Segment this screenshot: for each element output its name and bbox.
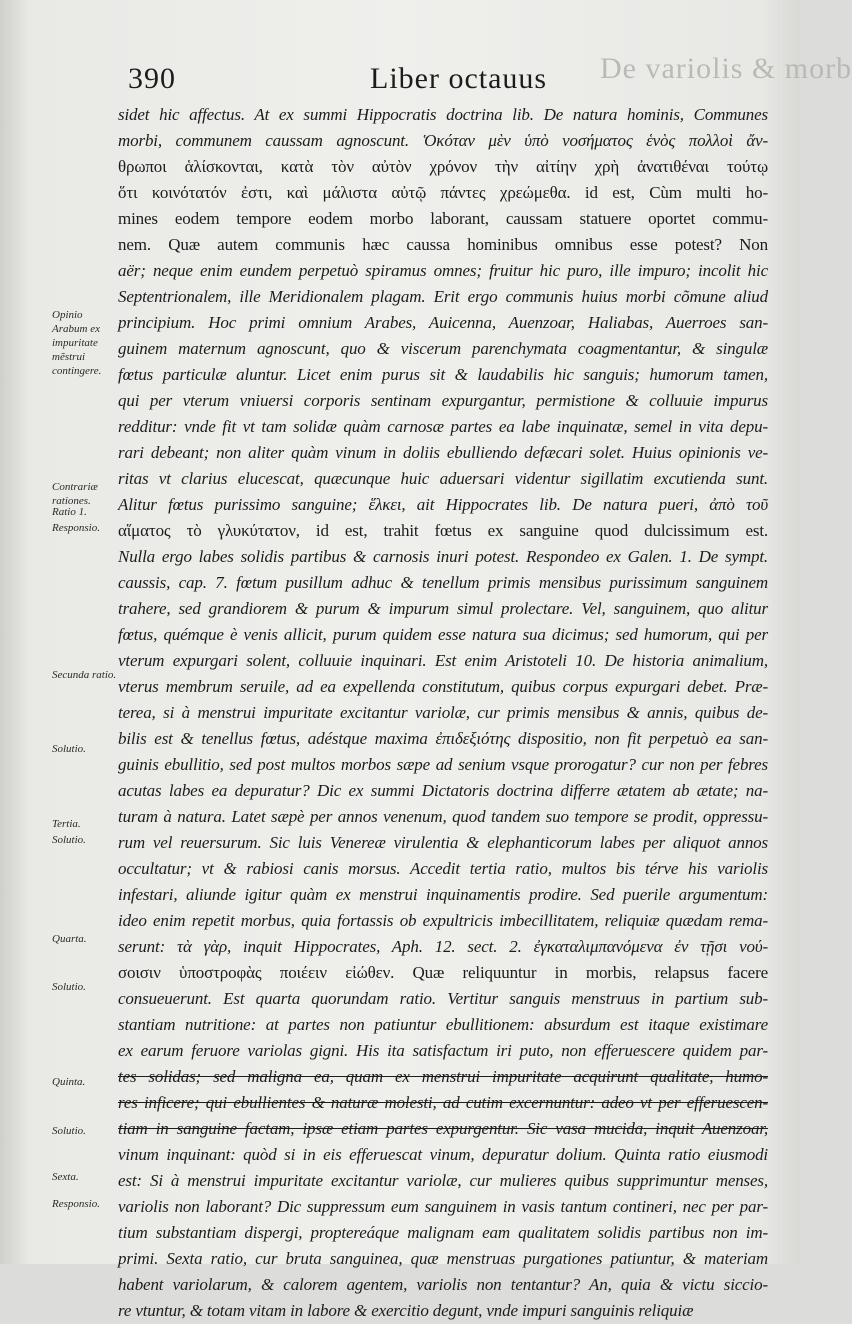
text-line: fœtus, quémque è venis allicit, purum quidem esse natura sua dicimus; sed humorum, qui per	[118, 625, 768, 644]
text-line: aër; neque enim eundem perpetuò spiramus omnes; fruitur hic puro, ille impuro; incolit hic	[118, 261, 768, 280]
margin-note: Responsio.	[52, 1198, 100, 1210]
text-line: turam à natura. Latet sæpè per annos venenum, quod tandem suo tempore se prodit, oppressu-	[118, 807, 768, 826]
text-line: morbi, communem caussam agnoscunt. Ὁκόταν μὲν ὑπὸ νοσήματος ἑνὸς πολλοὶ ἄν-	[118, 131, 768, 150]
margin-note: Solutio.	[52, 743, 86, 755]
margin-note: Responsio.	[52, 522, 100, 534]
text-line: habent variolarum, & calorem agentem, variolis non tentantur? An, quia & victu siccio-	[118, 1275, 768, 1294]
bleed-through-text: De variolis & morb	[600, 52, 852, 85]
text-line: acutas labes ea depuratur? Dic ex summi Dictatoris doctrina differre ætatem ab ætate; na-	[118, 781, 768, 800]
text-line: Alitur fœtus purissimo sanguine; ἕλκει, ait Hippocrates lib. De natura pueri, ἀπὸ τοῦ	[118, 495, 768, 514]
running-title: Liber octauus	[370, 62, 548, 95]
text-line: qui per vterum vniuersi corporis sentinam expurgantur, permistione & colluuie impurus	[118, 391, 768, 410]
margin-note: Solutio.	[52, 834, 86, 846]
text-line: mines eodem tempore eodem morbo laborant, caussam statuere oportet commu-	[118, 209, 768, 228]
text-line: primi. Sexta ratio, cur bruta sanguinea, quæ menstruas purgationes patiuntur, & materiam	[118, 1249, 768, 1268]
text-line: σοισιν ὑποστροφὰς ποιέειν εἰώθεν. Quæ reliquuntur in morbis, relapsus facere	[118, 963, 768, 982]
text-line: trahere, sed grandiorem & purum & impurum simul prolectare. Vel, sanguinem, quo alitur	[118, 599, 768, 618]
margin-note: Tertia.	[52, 818, 81, 830]
text-line: ὅτι κοινότατόν ἐστι, καὶ μάλιστα αὐτῷ πάντες χρεώμεθα. id est, Cùm multi ho-	[118, 183, 768, 202]
text-line: rum vel reuersurum. Sic luis Venereæ virulentia & elephanticorum labes per aliquot annos	[118, 833, 768, 852]
text-line: θρωποι ἁλίσκονται, κατὰ τὸν αὐτὸν χρόνον τὴν αἰτίην χρὴ ἀνατιθέναι τούτῳ	[118, 157, 768, 176]
text-line: tes solidas; sed maligna ea, quam ex menstrui impuritate acquirunt qualitate, humo-	[118, 1067, 768, 1086]
margin-note: Secunda ratio.	[52, 669, 117, 681]
text-line: redditur: vnde fit vt tam solidæ quàm carnosæ partes ea labe inquinatæ, semel in vita depu-	[118, 417, 768, 436]
text-line: caussis, cap. 7. fœtum pusillum adhuc & tenellum primis mensibus purissimum sanguinem	[118, 573, 768, 592]
text-line: occultatur; vt & rabiosi canis morsus. Accedit tertia ratio, multos bis térve his variolis	[118, 859, 768, 878]
margin-note: Sexta.	[52, 1171, 79, 1183]
text-line: stantiam nutritione: at partes non patiuntur ebullitionem: absurdum est itaque existimare	[118, 1015, 768, 1034]
text-line: infestari, aliunde igitur quàm ex menstrui inquinamentis prodire. Sed puerile argumentum:	[118, 885, 768, 904]
text-line: nem. Quæ autem communis hæc caussa hominibus omnibus esse potest? Non	[118, 235, 768, 254]
text-line: serunt: τὰ γὰρ, inquit Hippocrates, Aph. 12. sect. 2. ἐγκαταλιμπανόμενα ἐν τῇσι νού-	[118, 937, 768, 956]
margin-note: Solutio.	[52, 981, 86, 993]
margin-note: Contrariæ rationes.	[52, 481, 98, 507]
text-line: vinum inquinant: quòd si in eis efferuescat vinum, depuratur dolium. Quinta ratio eiusmodi	[118, 1145, 768, 1164]
text-line: Nulla ergo labes solidis partibus & carnosis inuri potest. Respondeo ex Galen. 1. De sympt.	[118, 547, 768, 566]
text-line: Septentrionalem, ille Meridionalem plagam. Erit ergo communis huius morbi cõmune aliud	[118, 287, 768, 306]
text-line: tium substantiam dispergi, proptereáque malignam eam qualitatem solidis partibus non im-	[118, 1223, 768, 1242]
text-line: guinem maternum agnoscunt, quo & viscerum parenchymata coagmentantur, & singulæ	[118, 339, 768, 358]
text-line: fœtus particulæ aluntur. Licet enim purus sit & laudabilis hic sanguis; humorum tamen,	[118, 365, 768, 384]
page-header	[128, 62, 768, 102]
margin-note: Quarta.	[52, 933, 87, 945]
main-text	[118, 102, 768, 1324]
text-line: rari debeant; non aliter quàm vinum in doliis ebulliendo defæcari solet. Huius opinionis ve-	[118, 443, 768, 462]
text-line: sidet hic affectus. At ex summi Hippocratis doctrina lib. De natura hominis, Communes	[118, 105, 768, 124]
text-line: vterum expurgari solent, colluuie inquinari. Est enim Aristoteli 10. De historia animalium,	[118, 651, 768, 670]
text-line: guinis ebullitio, sed post multos morbos sæpe ad senium vsque prorogatur? cur non per febres	[118, 755, 768, 774]
text-line: vterus membrum seruile, ad ea expellenda constitutum, quibus corpus expurgari debet. Præ-	[118, 677, 768, 696]
margin-note: Ratio 1.	[52, 506, 87, 518]
text-line: terea, si à menstrui impuritate excitantur variolæ, cur primis mensibus & annis, quibus de-	[118, 703, 768, 722]
text-line: variolis non laborant? Dic suppressum eum sanguinem in vasis tantum contineri, nec per par-	[118, 1197, 768, 1216]
margin-note: Quinta.	[52, 1076, 86, 1088]
margin-note: Solutio.	[52, 1125, 86, 1137]
text-line: ritas vt clarius elucescat, quæcunque huic aduersari videntur sigillatim excutienda sunt.	[118, 469, 768, 488]
text-line: bilis est & tenellus fœtus, adéstque maxima ἐπιδεξιότης dispositio, non fit perpetuò ea san-	[118, 729, 768, 748]
text-line: consueuerunt. Est quarta quorundam ratio. Vertitur sanguis menstruus in partium sub-	[118, 989, 768, 1008]
margin-note: Opinio Arabum ex impuritate mẽstrui contingere.	[52, 309, 102, 377]
text-line: tiam in sanguine factam, ipsæ etiam partes expurgentur. Sic vasa mucida, inquit Auenzoar,	[118, 1119, 768, 1138]
text-line: principium. Hoc primi omnium Arabes, Auicenna, Auenzoar, Haliabas, Auerroes san-	[118, 313, 768, 332]
text-line: ideo enim repetit morbus, quia fortassis ob expultricis imbecillitatem, reliquiæ quædam rema-	[118, 911, 768, 930]
text-line: res inficere; qui ebullientes & naturæ molesti, ad cutim excernuntur: adeo vt per efferuescen-	[118, 1093, 768, 1112]
page-number: 390	[128, 62, 176, 95]
text-line: re vtuntur, & totam vitam in labore & exercitio degunt, vnde impuri sanguinis reliquiæ	[118, 1301, 694, 1320]
text-line: αἵματος τὸ γλυκύτατον, id est, trahit fœtus ex sanguine quod dulcissimum est.	[118, 521, 768, 540]
text-line: ex earum feruore variolas gigni. His ita satisfactum iri puto, non efferuescere quidem par-	[118, 1041, 768, 1060]
text-line: est: Si à menstrui impuritate excitantur variolæ, cur mulieres quibus supprimuntur menses,	[118, 1171, 768, 1190]
